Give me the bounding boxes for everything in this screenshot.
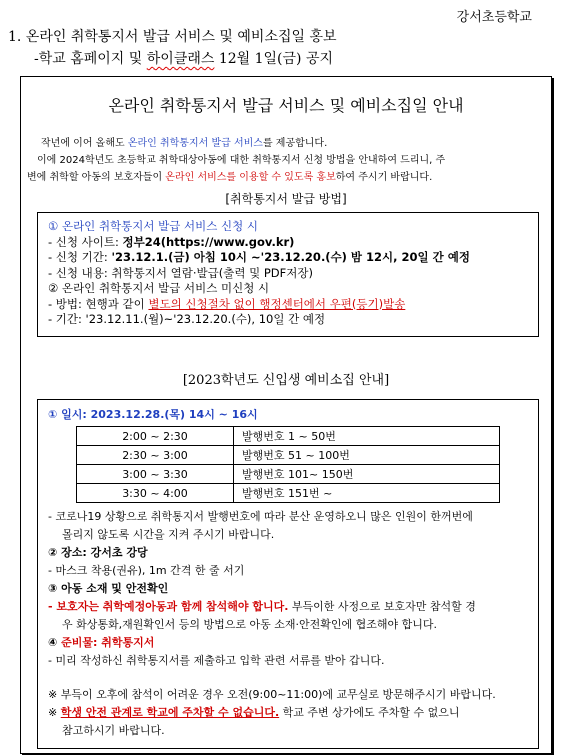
date-line: ① 일시: 2023.12.28.(목) 14시 ~ 16시 xyxy=(48,408,258,421)
identity-line2: 우 화상통화,재원확인서 등의 방법으로 아동 소재·안전확인에 협조해야 합니다. xyxy=(62,618,437,631)
supplies-heading: ④ 준비물: 취학통지서 xyxy=(48,636,155,649)
notice-box xyxy=(20,76,552,754)
schedule-time: 3:30 ~ 4:00 xyxy=(77,484,234,503)
schedule-row xyxy=(77,484,500,503)
intro-paragraph: 작년에 이어 올해도 온라인 취학통지서 발급 서비스를 제공합니다. 이에 2024학년도 초등학교 취학대상아동에 대한 취학통지서 신청 방법을 안내하여 드리니, 주 변에 취학할 아동의 보호자들이 온라인 서비스를 이용할 수 있도록 홍보하여 주시기 바랍니다. xyxy=(27,135,545,186)
online-content: - 신청 내용: 취학통지서 열람·발급(출력 및 PDF저장) xyxy=(48,265,313,280)
schedule-range: 발행번호 51 ~ 100번 xyxy=(234,446,500,465)
school-name: 강서초등학교 xyxy=(456,10,532,25)
schedule-time: 2:30 ~ 3:00 xyxy=(77,446,234,465)
covid-line2: 몰리지 않도록 시간을 지켜 주시기 바랍니다. xyxy=(62,528,275,541)
heading-line1: 1. 온라인 취학통지서 발급 서비스 및 예비소집일 홍보 xyxy=(8,29,337,45)
supplies-desc: - 미리 작성하신 취학통지서를 제출하고 입학 관련 서류를 받아 갑니다. xyxy=(48,654,385,667)
schedule-row xyxy=(77,446,500,465)
schedule-row xyxy=(77,465,500,484)
schedule-time: 2:00 ~ 2:30 xyxy=(77,427,234,446)
note-line2: ※ 학생 안전 관계로 학교에 주차할 수 없습니다. 학교 주변 상가에도 주차할 수 없으니 xyxy=(48,706,460,719)
offline-period: - 기간: '23.12.11.(월)~'23.12.20.(수), 10일 간 예정 xyxy=(48,312,326,326)
schedule-row xyxy=(77,427,500,446)
section1-title: [취학통지서 발급 방법] xyxy=(225,192,347,206)
covid-line1: - 코로나19 상황으로 취학통지서 발행번호에 따라 분산 운영하오니 많은 인원이 한꺼번에 xyxy=(48,510,473,523)
schedule-table xyxy=(76,426,500,503)
online-period: - 신청 기간: '23.12.1.(금) 아침 10시 ~'23.12.20.(수) 밤 12시, 20일 간 예정 xyxy=(48,250,470,264)
mask-line: - 마스크 착용(권유), 1m 간격 한 줄 서기 xyxy=(48,564,245,577)
schedule-range: 발행번호 101~ 150번 xyxy=(234,465,500,484)
note-line3: 참고하시기 바랍니다. xyxy=(62,724,165,737)
method-box xyxy=(37,212,539,337)
offline-method: - 방법: 현행과 같이 별도의 신청절차 없이 행정센터에서 우편(등기)발송 xyxy=(48,296,406,311)
schedule-time: 3:00 ~ 3:30 xyxy=(77,465,234,484)
notice-title: 온라인 취학통지서 발급 서비스 및 예비소집일 안내 xyxy=(108,96,464,115)
schedule-range: 발행번호 151번 ~ xyxy=(234,484,500,503)
identity-heading: ③ 아동 소재 및 안전확인 xyxy=(48,582,169,595)
online-heading: ① 온라인 취학통지서 발급 서비스 신청 시 xyxy=(48,219,258,233)
intro-service: 온라인 취학통지서 발급 서비스 xyxy=(127,138,263,149)
intro-line2: 이에 2024학년도 초등학교 취학대상아동에 대한 취학통지서 신청 방법을 안내하여 드리니, 주 xyxy=(37,155,446,166)
intro-promo: 온라인 서비스를 이용할 수 있도록 홍보 xyxy=(165,172,336,183)
note-line1: ※ 부득이 오후에 참석이 어려운 경우 오전(9:00~11:00)에 교무실로 방문해주시기 바랍니다. xyxy=(48,688,496,701)
orientation-box xyxy=(37,399,539,749)
identity-line1: - 보호자는 취학예정아동과 함께 참석해야 합니다. 부득이한 사정으로 보호자만 참석할 경 xyxy=(48,600,476,613)
hiclass-mark: 하이클래스 xyxy=(146,51,215,67)
online-site: - 신청 사이트: 정부24(https://www.gov.kr) xyxy=(48,234,295,249)
heading-line2: -학교 홈페이지 및 하이클래스 12월 1일(금) 공지 xyxy=(34,51,333,67)
place-line: ② 장소: 강서초 강당 xyxy=(48,546,148,559)
schedule-range: 발행번호 1 ~ 50번 xyxy=(234,427,500,446)
section2-title: [2023학년도 신입생 예비소집 안내] xyxy=(182,373,390,388)
offline-heading: ② 온라인 취학통지서 발급 서비스 미신청 시 xyxy=(48,281,270,295)
